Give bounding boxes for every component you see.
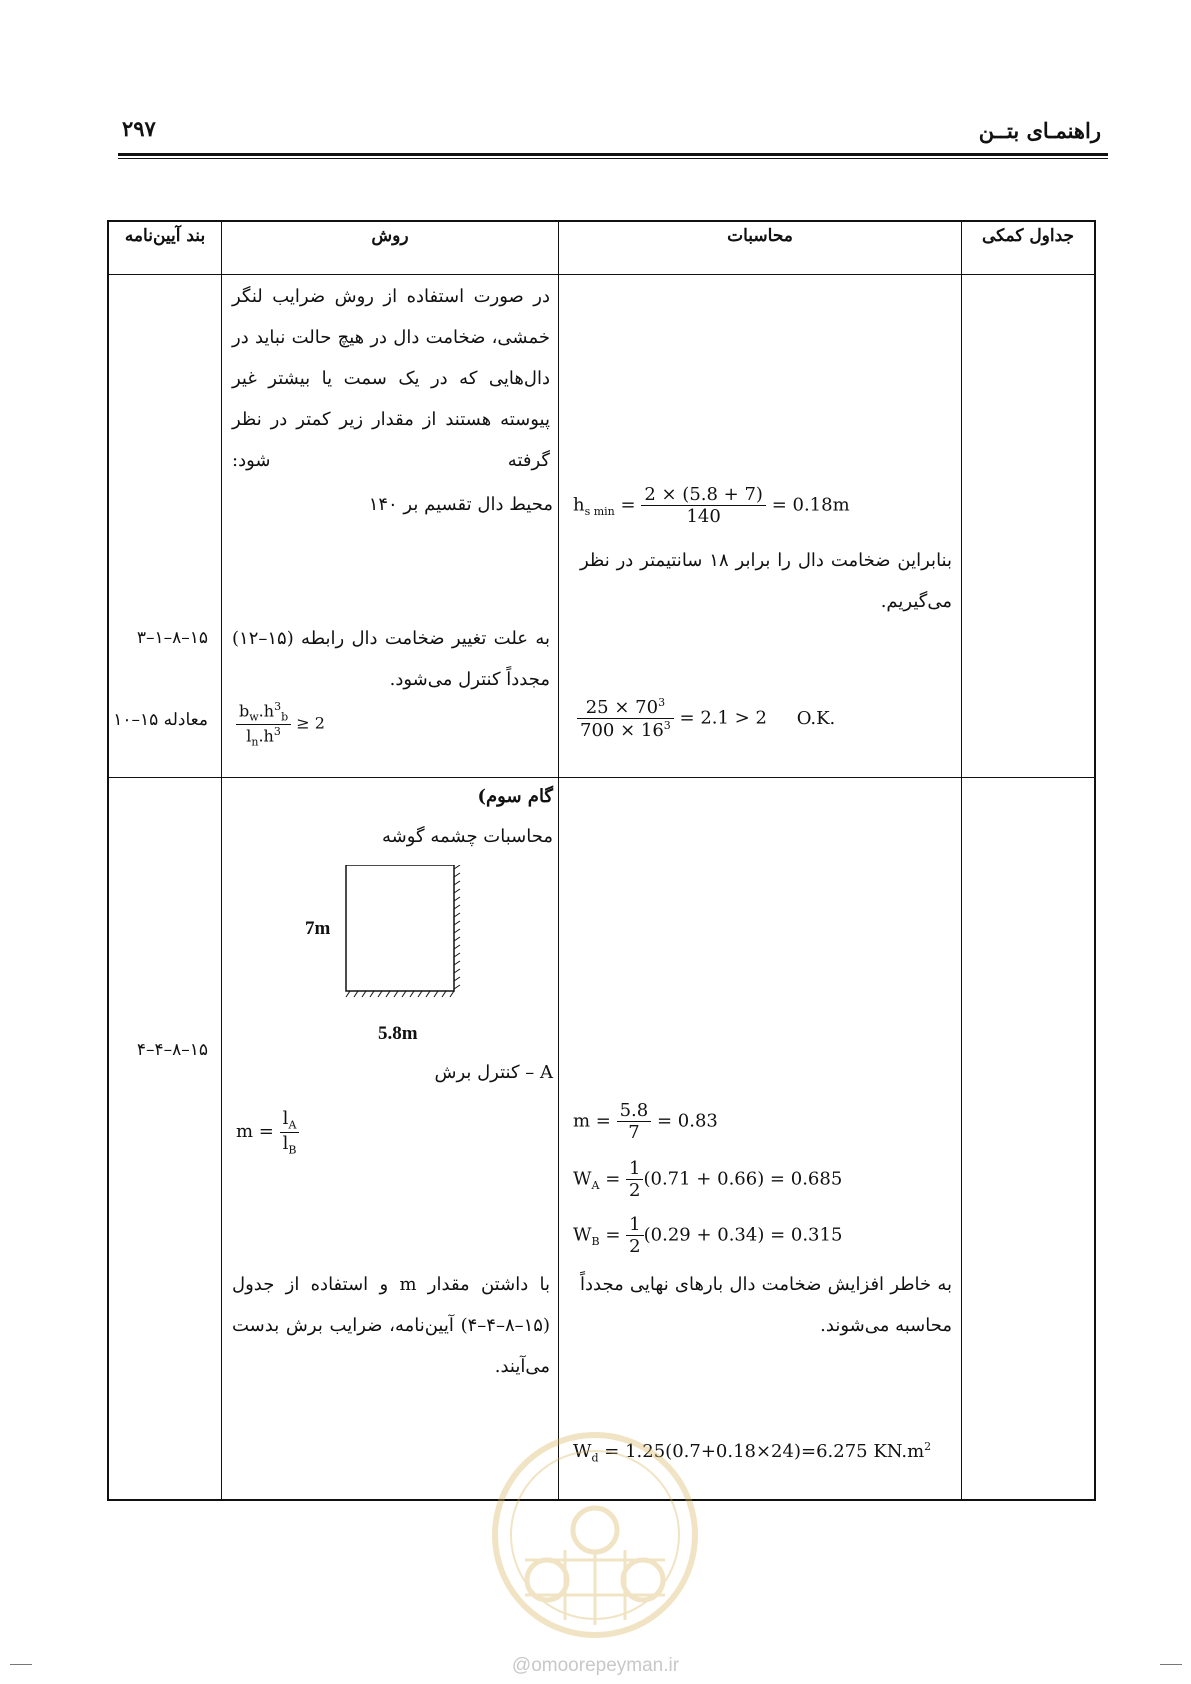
formula-h: .h [258,701,275,721]
wb-num: 1 [626,1214,643,1236]
m-val-lhs: m = [573,1110,611,1132]
clause-reference-2: ۱۵–۸–۴–۴ [136,1040,208,1060]
formula-b-sub: w [249,710,259,724]
m-def-lhs: m = [236,1121,274,1143]
wa-rest: (0.71 + 0.66) = 0.685 [643,1168,843,1190]
watermark-site: @omoorepeyman.ir [511,1655,680,1676]
book-title: راهنمـای بتــن [978,118,1101,143]
column-divider [558,220,559,1501]
m-def-den-sub: B [288,1143,297,1157]
wb-lhs-sub: B [591,1235,600,1249]
corner-panel-diagram [340,865,470,1000]
wa-lhs: W [573,1168,592,1190]
check-den-sup: 3 [663,719,671,732]
shear-table-note: با داشتن مقدار m و استفاده از جدول (۱۵–۸–۴–۴) آیین‌نامه، ضرایب برش بدست می‌آیند. [232,1274,550,1377]
wb-den: 2 [629,1236,641,1257]
loads-recalc-note: به خاطر افزایش ضخامت دال بارهای نهایی مجدداً محاسبه می‌شوند. [580,1274,952,1336]
header-code-clause: بند آیین‌نامه [124,226,206,246]
wd-lhs: W [573,1441,592,1462]
step-subtitle: محاسبات چشمه گوشه [382,826,553,847]
wa-equation [573,1158,842,1201]
header-aux-tables: جداول کمکی [981,226,1075,246]
check-num-sup: 3 [658,696,666,709]
wb-rest: (0.29 + 0.34) = 0.315 [643,1224,843,1246]
header-rule-thin [118,158,1108,159]
wa-den: 2 [629,1180,641,1201]
column-divider [221,220,222,1501]
method-perimeter-rule: محیط دال تقسیم بر ۱۴۰ [368,494,553,515]
formula-h-sub: b [281,710,289,724]
hmin-result: = 0.18m [771,494,850,516]
equation-reference: معادله ۱۵–۱۰ [113,710,208,730]
page-number: ۲۹۷ [122,116,156,141]
m-val-num: 5.8 [617,1100,652,1122]
hmin-numerator: 2 × (5.8 + 7) [641,484,766,506]
wd-rest: = 1.25(0.7+0.18×24)=6.275 KN.m [598,1441,925,1462]
hmin-lhs: h [573,494,585,516]
wa-lhs-sub: A [591,1179,600,1193]
m-definition [236,1108,299,1156]
formula-h2: .h [258,725,274,745]
hmin-denominator: 140 [686,506,721,527]
formula-b: b [239,701,250,721]
wb-equation [573,1214,842,1257]
edge-mark [1160,1664,1182,1665]
hmin-equation: $h_{s min}$ = $\frac{2 \times (5.8 + 7)}{140}$ = 0.18m [573,484,850,527]
column-divider [961,220,962,1501]
header-rule [118,153,1108,156]
wd-lhs-sub: d [591,1451,599,1465]
stiffness-check [577,696,835,741]
m-def-den: l [282,1132,289,1154]
header-calculations: محاسبات [727,226,793,246]
wa-eq: = [605,1168,621,1190]
stiffness-ratio-formula [236,700,325,748]
formula-relation: ≥ 2 [296,713,325,733]
check-denominator: 700 × 16 [580,720,664,741]
check-ok: O.K. [796,707,836,729]
formula-l: l [246,725,252,745]
hmin-lhs-sub: s min [584,505,615,519]
check-result: = 2.1 > 2 [679,707,767,729]
shear-check-heading: A – کنترل برش [434,1062,553,1083]
wa-num: 1 [626,1158,643,1180]
panel-side-label: 7m [305,918,331,939]
watermark-seal-icon [485,1430,705,1640]
wb-eq: = [605,1224,621,1246]
formula-l-sub: n [251,735,259,749]
m-val-den: 7 [628,1122,640,1143]
recheck-note: به علت تغییر ضخامت دال رابطه (۱۵–۱۲) مجدداً کنترل می‌شود. [232,628,550,690]
row-divider [107,777,1096,778]
m-value [573,1100,718,1143]
thickness-conclusion: بنابراین ضخامت دال را برابر ۱۸ سانتیمتر در نظر می‌گیریم. [580,550,952,612]
header-row-divider [107,274,1096,275]
formula-h2-sup: 3 [273,724,281,738]
method-paragraph: در صورت استفاده از روش ضرایب لنگر خمشی، ضخامت دال در هیچ حالت نباید در دال‌هایی که در یک سمت یا بیشتر غیر پیوسته هستند از مقدار زیر کمتر در نظر گرفته شود: [232,286,550,471]
panel-bottom-label: 5.8m [378,1023,418,1044]
step-title: گام سوم) [477,786,553,807]
wd-unit-sup: 2 [924,1440,932,1453]
check-numerator: 25 × 70 [585,697,659,718]
wb-lhs: W [573,1224,592,1246]
m-val-result: = 0.83 [656,1110,718,1132]
header-method: روش [371,226,409,246]
m-def-num: l [282,1108,289,1129]
edge-mark [10,1664,32,1665]
clause-reference: ۱۵–۸–۱–۳ [136,628,208,648]
m-def-num-sub: A [288,1118,297,1132]
formula-h-sup: 3 [274,700,282,713]
